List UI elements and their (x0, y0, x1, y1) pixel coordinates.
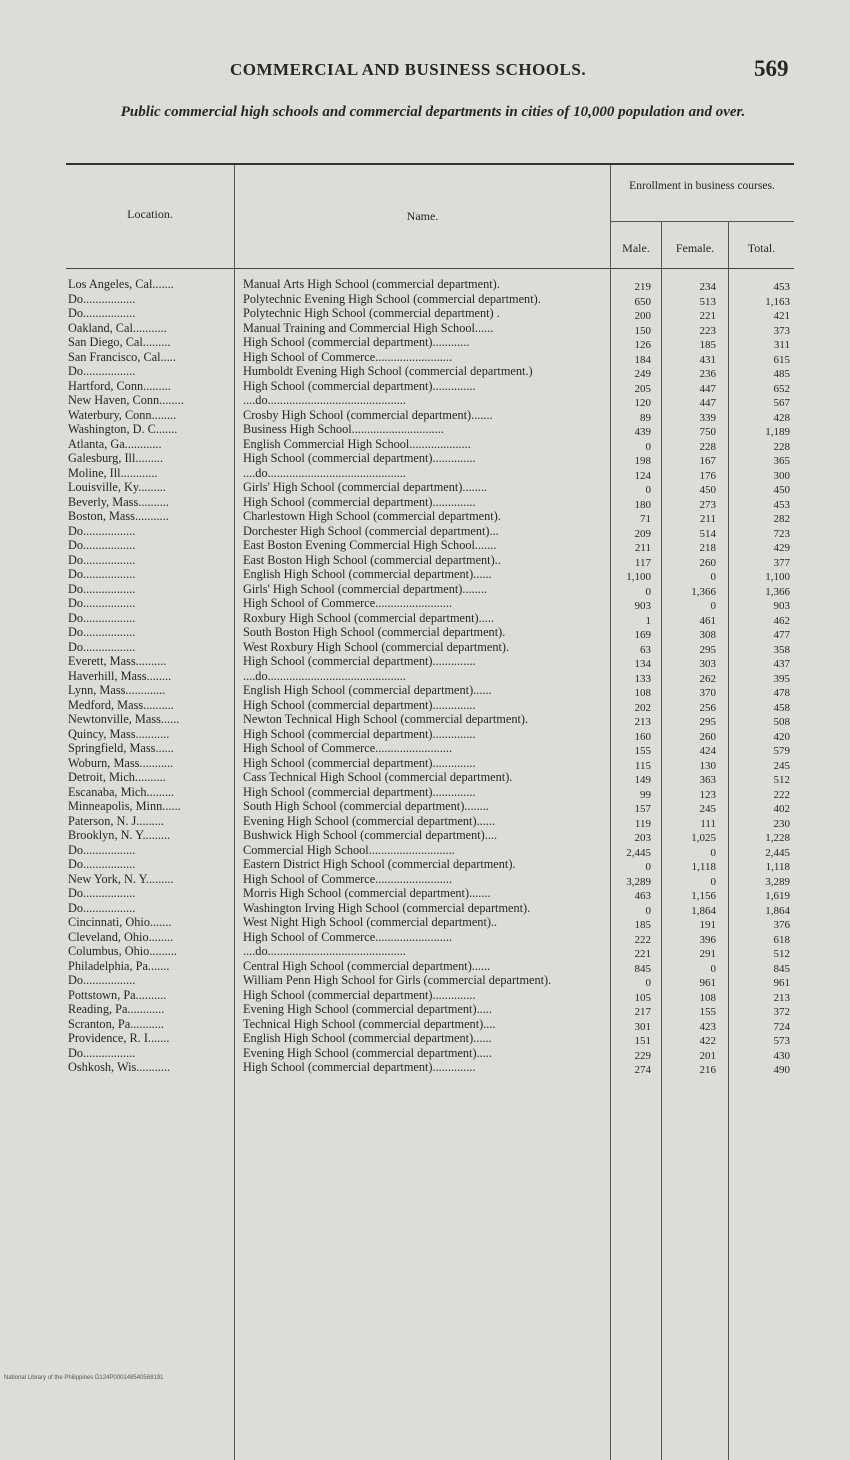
school-name-cell: Girls' High School (commercial department)........ (243, 581, 487, 596)
total-count-cell: 311 (773, 339, 790, 351)
school-name-cell: High School (commercial department).............. (243, 378, 476, 393)
total-count-cell: 453 (773, 498, 790, 511)
female-count-cell: 191 (699, 919, 716, 931)
total-count-cell: 618 (773, 933, 790, 946)
male-count-cell: 249 (634, 368, 651, 380)
location-cell: Do................. (68, 975, 136, 987)
school-name-cell: High School (commercial department).............. (243, 1060, 476, 1074)
total-count-cell: 377 (773, 556, 790, 569)
male-count-cell: 89 (640, 411, 651, 424)
male-count-cell: 1 (645, 614, 651, 627)
location-cell: Haverhill, Mass........ (68, 670, 172, 683)
male-count-cell: 1,100 (626, 571, 651, 583)
female-count-cell: 961 (699, 977, 716, 989)
female-count-cell: 0 (710, 962, 716, 975)
total-count-cell: 376 (773, 919, 790, 931)
total-count-cell: 453 (773, 281, 790, 293)
female-count-cell: 461 (699, 614, 716, 627)
location-cell: Do................. (68, 583, 136, 596)
school-name-cell: English High School (commercial department)...... (243, 567, 492, 581)
female-count-cell: 155 (699, 1006, 716, 1018)
school-name-cell: Commercial High School............................ (243, 842, 455, 857)
location-cell: Philadelphia, Pa....... (68, 960, 170, 973)
male-count-cell: 169 (634, 629, 651, 641)
header-enrollment-group: Enrollment in business courses. (629, 180, 775, 192)
location-cell: Do................. (68, 525, 136, 538)
location-cell: Do................. (68, 598, 136, 610)
school-name-cell: West Night High School (commercial department).. (243, 915, 498, 929)
location-cell: Do................. (68, 366, 136, 378)
school-name-cell: East Boston High School (commercial department).. (243, 552, 501, 567)
location-cell: Oshkosh, Wis........... (68, 1062, 171, 1074)
location-cell: Los Angeles, Cal....... (68, 279, 174, 291)
total-count-cell: 450 (773, 484, 790, 496)
total-count-cell: 428 (773, 411, 790, 424)
male-count-cell: 184 (634, 353, 651, 366)
male-count-cell: 229 (634, 1049, 651, 1062)
male-count-cell: 117 (634, 556, 651, 569)
male-count-cell: 157 (634, 803, 651, 815)
school-name-cell: Manual Training and Commercial High School...... (243, 320, 494, 335)
male-count-cell: 150 (634, 324, 651, 337)
total-count-cell: 615 (773, 353, 790, 366)
location-cell: Hartford, Conn......... (68, 380, 171, 393)
female-count-cell: 370 (699, 687, 716, 699)
school-name-cell: High School (commercial department).............. (243, 494, 476, 509)
total-count-cell: 420 (773, 730, 790, 743)
location-cell: Do................. (68, 554, 136, 567)
female-count-cell: 303 (699, 658, 716, 670)
location-cell: Washington, D. C....... (68, 424, 178, 436)
female-count-cell: 108 (699, 991, 716, 1004)
female-count-cell: 223 (699, 324, 716, 337)
location-cell: Cleveland, Ohio........ (68, 931, 174, 944)
location-cell: Brooklyn, N. Y......... (68, 830, 171, 842)
total-count-cell: 723 (773, 527, 790, 540)
location-cell: Quincy, Mass........... (68, 728, 170, 741)
location-cell: Lynn, Mass............. (68, 685, 166, 697)
location-cell: Moline, Ill............ (68, 467, 158, 480)
total-count-cell: 373 (773, 324, 790, 337)
location-cell: Detroit, Mich.......... (68, 772, 166, 784)
female-count-cell: 295 (699, 643, 716, 656)
school-name-cell: High School (commercial department).............. (243, 784, 476, 799)
female-count-cell: 234 (699, 281, 716, 293)
male-count-cell: 180 (634, 498, 651, 511)
male-count-cell: 0 (645, 585, 651, 598)
location-cell: Oakland, Cal........... (68, 322, 167, 335)
total-count-cell: 228 (773, 440, 790, 453)
location-cell: Columbus, Ohio......... (68, 946, 177, 958)
school-name-cell: English Commercial High School.................... (243, 436, 471, 451)
male-count-cell: 650 (634, 295, 651, 308)
male-count-cell: 71 (640, 513, 651, 525)
male-count-cell: 211 (634, 542, 651, 554)
location-cell: San Francisco, Cal..... (68, 351, 176, 364)
total-count-cell: 1,189 (765, 426, 790, 438)
female-count-cell: 273 (699, 498, 716, 511)
male-count-cell: 209 (634, 527, 651, 540)
male-count-cell: 119 (634, 817, 651, 830)
location-cell: Providence, R. I....... (68, 1033, 170, 1045)
male-count-cell: 108 (634, 687, 651, 699)
male-count-cell: 149 (634, 774, 651, 786)
total-count-cell: 508 (773, 716, 790, 728)
female-count-cell: 0 (710, 600, 716, 612)
total-count-cell: 477 (773, 629, 790, 641)
female-count-cell: 339 (699, 411, 716, 424)
location-cell: Galesburg, Ill......... (68, 453, 164, 465)
male-count-cell: 0 (645, 484, 651, 496)
female-count-cell: 1,864 (691, 904, 716, 917)
male-count-cell: 221 (634, 948, 651, 960)
header-male: Male. (622, 241, 650, 255)
male-count-cell: 903 (634, 600, 651, 612)
total-count-cell: 903 (773, 600, 790, 612)
school-name-cell: ....do............................................. (243, 393, 406, 407)
school-name-cell: West Roxbury High School (commercial department). (243, 639, 510, 654)
location-cell: Louisville, Ky......... (68, 482, 166, 494)
location-cell: Beverly, Mass.......... (68, 496, 169, 509)
male-count-cell: 0 (645, 904, 651, 917)
location-cell: Minneapolis, Minn...... (68, 801, 181, 813)
male-count-cell: 0 (645, 977, 651, 989)
school-name-cell: High School of Commerce......................... (243, 741, 453, 755)
total-count-cell: 1,100 (765, 571, 790, 583)
male-count-cell: 203 (634, 832, 651, 844)
enrollment-table (66, 163, 794, 1460)
school-name-cell: High School (commercial department).............. (243, 697, 476, 712)
female-count-cell: 423 (699, 1020, 716, 1033)
total-count-cell: 429 (773, 542, 790, 554)
male-count-cell: 99 (640, 788, 651, 801)
school-name-cell: High School of Commerce......................... (243, 929, 453, 944)
male-count-cell: 133 (634, 672, 651, 685)
school-name-cell: High School (commercial department).............. (243, 726, 476, 741)
female-count-cell: 450 (699, 484, 716, 496)
total-count-cell: 573 (773, 1035, 790, 1047)
total-count-cell: 395 (773, 672, 790, 685)
school-name-cell: Polytechnic High School (commercial department) . (243, 306, 500, 320)
location-cell: Woburn, Mass........... (68, 757, 174, 770)
location-cell: Paterson, N. J......... (68, 815, 164, 828)
location-cell: Do................. (68, 293, 136, 306)
running-title: COMMERCIAL AND BUSINESS SCHOOLS. (230, 60, 587, 79)
total-count-cell: 245 (773, 759, 790, 772)
male-count-cell: 205 (634, 382, 651, 395)
page-header (0, 56, 850, 90)
location-cell: Reading, Pa............ (68, 1004, 165, 1016)
library-watermark: National Library of the Philippines D124P000148540568191 (4, 1375, 164, 1381)
male-count-cell: 105 (634, 991, 651, 1004)
school-name-cell: High School of Commerce......................... (243, 349, 453, 364)
school-name-cell: Polytechnic Evening High School (commercial department). (243, 291, 541, 306)
total-count-cell: 478 (773, 687, 790, 699)
female-count-cell: 0 (710, 846, 716, 859)
total-count-cell: 485 (773, 368, 790, 380)
table-row (66, 929, 794, 947)
female-count-cell: 130 (699, 759, 716, 772)
school-name-cell: ....do............................................. (243, 465, 406, 480)
total-count-cell: 372 (773, 1006, 790, 1018)
location-cell: Everett, Mass.......... (68, 656, 167, 668)
school-name-cell: ....do............................................. (243, 944, 406, 958)
female-count-cell: 1,156 (691, 890, 716, 902)
female-count-cell: 447 (699, 397, 716, 409)
location-cell: Do................. (68, 627, 136, 639)
total-count-cell: 402 (773, 803, 790, 815)
male-count-cell: 0 (645, 440, 651, 453)
female-count-cell: 218 (699, 542, 716, 554)
female-count-cell: 211 (699, 513, 716, 525)
total-count-cell: 1,366 (765, 585, 790, 598)
male-count-cell: 115 (634, 759, 651, 772)
header-total: Total. (747, 241, 776, 255)
total-count-cell: 437 (773, 658, 790, 670)
female-count-cell: 111 (700, 817, 716, 830)
male-count-cell: 219 (634, 281, 651, 293)
female-count-cell: 176 (699, 469, 716, 482)
location-cell: Do................. (68, 308, 136, 320)
school-name-cell: Cass Technical High School (commercial department). (243, 770, 513, 784)
school-name-cell: Morris High School (commercial department)....... (243, 886, 491, 900)
total-count-cell: 3,289 (765, 875, 790, 888)
female-count-cell: 167 (699, 455, 716, 467)
female-count-cell: 363 (699, 774, 716, 786)
location-cell: Do................. (68, 569, 136, 581)
female-count-cell: 228 (699, 440, 716, 453)
school-name-cell: High School (commercial department).............. (243, 654, 476, 668)
total-count-cell: 282 (773, 513, 790, 525)
location-cell: Do................. (68, 859, 136, 871)
school-name-cell: Evening High School (commercial department)...... (243, 813, 496, 828)
total-count-cell: 458 (773, 701, 790, 714)
female-count-cell: 431 (699, 353, 716, 366)
location-cell: Do................. (68, 1047, 136, 1060)
total-count-cell: 1,163 (765, 295, 790, 308)
header-location: Location. (127, 207, 173, 221)
total-count-cell: 1,118 (765, 861, 790, 873)
female-count-cell: 260 (699, 730, 716, 743)
school-name-cell: Manual Arts High School (commercial department). (243, 277, 500, 291)
table-caption: Public commercial high schools and commercial departments in cities of 10,000 population and over. (120, 104, 746, 120)
location-cell: New York, N. Y......... (68, 873, 174, 886)
location-cell: Atlanta, Ga............ (68, 438, 162, 451)
location-cell: Do................. (68, 902, 136, 915)
female-count-cell: 185 (699, 339, 716, 351)
total-count-cell: 579 (773, 745, 790, 757)
female-count-cell: 1,118 (691, 861, 716, 873)
total-count-cell: 512 (773, 774, 790, 786)
location-cell: Boston, Mass........... (68, 511, 169, 523)
total-count-cell: 222 (773, 788, 790, 801)
location-cell: San Diego, Cal......... (68, 337, 171, 349)
total-count-cell: 1,228 (765, 832, 790, 844)
female-count-cell: 308 (699, 629, 716, 641)
school-name-cell: Washington Irving High School (commercial department). (243, 900, 531, 915)
location-cell: Newtonville, Mass...... (68, 714, 180, 726)
school-name-cell: South Boston High School (commercial department). (243, 625, 506, 639)
male-count-cell: 301 (634, 1020, 651, 1033)
male-count-cell: 274 (634, 1064, 651, 1076)
location-cell: Springfield, Mass...... (68, 743, 174, 755)
female-count-cell: 513 (699, 295, 716, 308)
female-count-cell: 295 (699, 716, 716, 728)
female-count-cell: 424 (699, 745, 716, 757)
school-name-cell: Eastern District High School (commercial department). (243, 857, 516, 871)
female-count-cell: 291 (699, 948, 716, 960)
total-count-cell: 430 (773, 1049, 790, 1062)
school-name-cell: East Boston Evening Commercial High School....... (243, 538, 497, 552)
total-count-cell: 358 (773, 643, 790, 656)
female-count-cell: 0 (710, 571, 716, 583)
male-count-cell: 217 (634, 1006, 651, 1018)
male-count-cell: 198 (634, 455, 651, 467)
female-count-cell: 262 (699, 672, 716, 685)
location-cell: Do................. (68, 540, 136, 552)
school-name-cell: Dorchester High School (commercial department)... (243, 523, 499, 538)
male-count-cell: 0 (645, 861, 651, 873)
male-count-cell: 185 (634, 919, 651, 931)
total-count-cell: 961 (773, 977, 790, 989)
female-count-cell: 1,025 (691, 832, 716, 844)
location-cell: Pottstown, Pa.......... (68, 989, 167, 1002)
table-row (66, 453, 794, 468)
header-female: Female. (675, 241, 715, 255)
male-count-cell: 120 (634, 397, 651, 409)
school-name-cell: High School of Commerce......................... (243, 871, 453, 886)
female-count-cell: 750 (699, 426, 716, 438)
school-name-cell: Crosby High School (commercial department)....... (243, 407, 493, 422)
location-cell: Do................. (68, 888, 136, 900)
female-count-cell: 216 (699, 1064, 716, 1076)
school-name-cell: Evening High School (commercial department)..... (243, 1045, 492, 1060)
male-count-cell: 845 (634, 962, 651, 975)
female-count-cell: 1,366 (691, 585, 716, 598)
school-name-cell: High School (commercial department).............. (243, 451, 476, 465)
total-count-cell: 213 (773, 991, 790, 1004)
total-count-cell: 512 (773, 948, 790, 960)
male-count-cell: 63 (640, 643, 651, 656)
location-cell: New Haven, Conn........ (68, 395, 184, 407)
female-count-cell: 396 (699, 933, 716, 946)
female-count-cell: 0 (710, 875, 716, 888)
school-name-cell: High School (commercial department).............. (243, 987, 476, 1002)
male-count-cell: 222 (634, 933, 651, 946)
school-name-cell: English High School (commercial department)...... (243, 683, 492, 697)
male-count-cell: 213 (634, 716, 651, 728)
female-count-cell: 256 (699, 701, 716, 714)
school-name-cell: Evening High School (commercial department)..... (243, 1002, 492, 1016)
total-count-cell: 300 (773, 469, 790, 482)
school-name-cell: Girls' High School (commercial department)........ (243, 480, 487, 494)
school-name-cell: Newton Technical High School (commercial department). (243, 712, 529, 726)
page-number: 569 (754, 56, 789, 81)
male-count-cell: 2,445 (626, 846, 651, 859)
female-count-cell: 514 (699, 527, 716, 540)
school-name-cell: Business High School.............................. (243, 422, 444, 436)
male-count-cell: 155 (634, 745, 651, 757)
total-count-cell: 421 (773, 310, 790, 322)
subheader-rule (610, 221, 794, 222)
total-count-cell: 652 (773, 382, 790, 395)
total-count-cell: 365 (773, 455, 790, 467)
top-rule (66, 163, 794, 165)
male-count-cell: 124 (634, 469, 651, 482)
female-count-cell: 447 (699, 382, 716, 395)
school-name-cell: High School (commercial department).............. (243, 755, 476, 770)
location-cell: Medford, Mass.......... (68, 699, 174, 712)
total-count-cell: 567 (773, 397, 790, 409)
school-name-cell: South High School (commercial department)........ (243, 799, 489, 813)
male-count-cell: 151 (634, 1035, 651, 1047)
header-rule (66, 268, 794, 269)
total-count-cell: 230 (773, 817, 790, 830)
location-cell: Do................. (68, 641, 136, 654)
school-name-cell: Roxbury High School (commercial department)..... (243, 610, 494, 625)
female-count-cell: 221 (699, 310, 716, 322)
total-count-cell: 1,864 (765, 904, 790, 917)
location-cell: Escanaba, Mich......... (68, 786, 175, 799)
location-cell: Cincinnati, Ohio....... (68, 917, 172, 929)
male-count-cell: 202 (634, 701, 651, 714)
location-cell: Waterbury, Conn........ (68, 409, 177, 422)
total-count-cell: 490 (773, 1064, 790, 1076)
total-count-cell: 462 (773, 614, 790, 627)
total-count-cell: 2,445 (765, 846, 790, 859)
school-name-cell: Central High School (commercial department)...... (243, 958, 491, 973)
school-name-cell: High School (commercial department)............ (243, 335, 470, 349)
table-row (66, 656, 794, 671)
school-name-cell: Humboldt Evening High School (commercial department.) (243, 364, 533, 378)
female-count-cell: 236 (699, 368, 716, 380)
male-count-cell: 160 (634, 730, 651, 743)
school-name-cell: William Penn High School for Girls (commercial department). (243, 973, 552, 987)
location-cell: Do................. (68, 612, 136, 625)
male-count-cell: 463 (634, 890, 651, 902)
school-name-cell: ....do............................................. (243, 668, 406, 683)
female-count-cell: 201 (699, 1049, 716, 1062)
school-name-cell: Bushwick High School (commercial department).... (243, 828, 498, 842)
total-count-cell: 845 (773, 962, 790, 975)
female-count-cell: 260 (699, 556, 716, 569)
male-count-cell: 3,289 (626, 875, 651, 888)
total-count-cell: 724 (773, 1020, 790, 1033)
location-cell: Scranton, Pa........... (68, 1018, 164, 1031)
female-count-cell: 123 (699, 788, 716, 801)
female-count-cell: 422 (699, 1035, 716, 1047)
male-count-cell: 126 (634, 339, 651, 351)
male-count-cell: 134 (634, 658, 651, 670)
school-name-cell: English High School (commercial department)...... (243, 1031, 492, 1045)
school-name-cell: High School of Commerce......................... (243, 596, 453, 610)
location-cell: Do................. (68, 844, 136, 857)
male-count-cell: 200 (634, 310, 651, 322)
table-row (66, 378, 794, 396)
female-count-cell: 245 (699, 803, 716, 815)
table-body (66, 279, 794, 1077)
table-row (66, 1062, 794, 1077)
header-name: Name. (406, 209, 439, 223)
school-name-cell: Technical High School (commercial department).... (243, 1016, 496, 1031)
total-count-cell: 1,619 (765, 890, 790, 902)
school-name-cell: Charlestown High School (commercial department). (243, 509, 501, 523)
male-count-cell: 439 (634, 426, 651, 438)
